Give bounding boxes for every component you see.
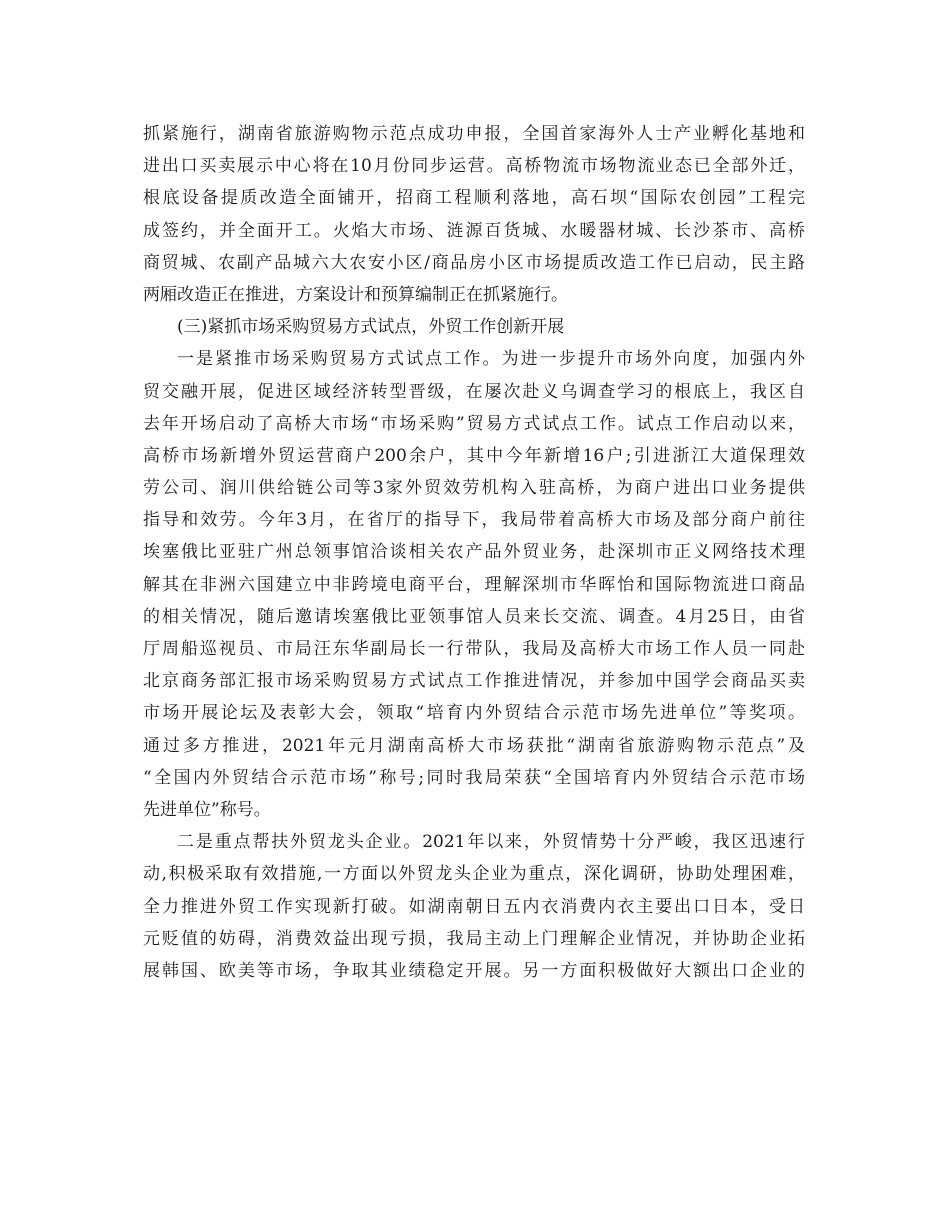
- text-line: 贸交融开展，促进区域经济转型晋级，在屡次赴义乌调查学习的根底上，我区自: [143, 381, 805, 402]
- text-line: 商贸城、农副产品城六大农安小区/商品房小区市场提质改造工作已启动，民主路: [143, 252, 805, 273]
- text-line: 根底设备提质改造全面铺开，招商工程顺利落地，高石坝“国际农创园”工程完: [143, 188, 805, 209]
- text-line: 解其在非洲六国建立中非跨境电商平台，理解深圳市华晖怡和国际物流进口商品: [143, 574, 805, 595]
- text-line: 劳公司、润川供给链公司等3家外贸效劳机构入驻高桥，为商户进出口业务提供: [143, 478, 805, 499]
- text-line: 一是紧推市场采购贸易方式试点工作。为进一步提升市场外向度，加强内外: [177, 349, 805, 370]
- text-line: 成签约，并全面开工。火焰大市场、涟源百货城、水暖器材城、长沙茶市、高桥: [143, 220, 805, 241]
- text-line: 通过多方推进，2021年元月湖南高桥大市场获批“湖南省旅游购物示范点”及: [143, 735, 805, 756]
- text-line: 展韩国、欧美等市场，争取其业绩稳定开展。另一方面积极做好大额出口企业的: [143, 960, 805, 981]
- text-line: 高桥市场新增外贸运营商户200余户，其中今年新增16户;引进浙江大道保理效: [143, 445, 805, 466]
- text-line: 进出口买卖展示中心将在10月份同步运营。高桥物流市场物流业态已全部外迁，: [143, 156, 805, 177]
- text-line: “全国内外贸结合示范市场”称号;同时我局荣获“全国培育内外贸结合示范市场: [143, 767, 805, 788]
- text-line: 元贬值的妨碍，消费效益出现亏损，我局主动上门理解企业情况，并协助企业拓: [143, 928, 805, 949]
- text-line: 埃塞俄比亚驻广州总领事馆洽谈相关农产品外贸业务，赴深圳市正义网络技术理: [143, 542, 805, 563]
- text-line: 两厢改造正在推进，方案设计和预算编制正在抓紧施行。: [143, 284, 568, 305]
- text-line: 的相关情况，随后邀请埃塞俄比亚领事馆人员来长交流、调查。4月25日，由省: [143, 606, 805, 627]
- section-heading: (三)紧抓市场采购贸易方式试点，外贸工作创新开展: [177, 317, 565, 338]
- text-line: 先进单位”称号。: [143, 799, 271, 820]
- text-line: 北京商务部汇报市场采购贸易方式试点工作推进情况，并参加中国学会商品买卖: [143, 671, 805, 692]
- text-line: 全力推进外贸工作实现新打破。如湖南朝日五内衣消费内衣主要出口日本，受日: [143, 896, 805, 917]
- text-line: 市场开展论坛及表彰大会，领取“培育内外贸结合示范市场先进单位”等奖项。: [143, 703, 805, 724]
- text-line: 二是重点帮扶外贸龙头企业。2021年以来，外贸情势十分严峻，我区迅速行: [177, 832, 805, 853]
- text-line: 抓紧施行，湖南省旅游购物示范点成功申报，全国首家海外人士产业孵化基地和: [143, 124, 805, 144]
- document-body: [143, 118, 805, 987]
- text-line: 去年开场启动了高桥大市场“市场采购”贸易方式试点工作。试点工作启动以来，: [143, 413, 805, 434]
- text-line: 厅周船巡视员、市局汪东华副局长一行带队，我局及高桥大市场工作人员一同赴: [143, 639, 805, 659]
- text-line: 动,积极采取有效措施,一方面以外贸龙头企业为重点，深化调研，协助处理困难，: [143, 864, 805, 885]
- text-line: 指导和效劳。今年3月，在省厅的指导下，我局带着高桥大市场及部分商户前往: [143, 510, 805, 531]
